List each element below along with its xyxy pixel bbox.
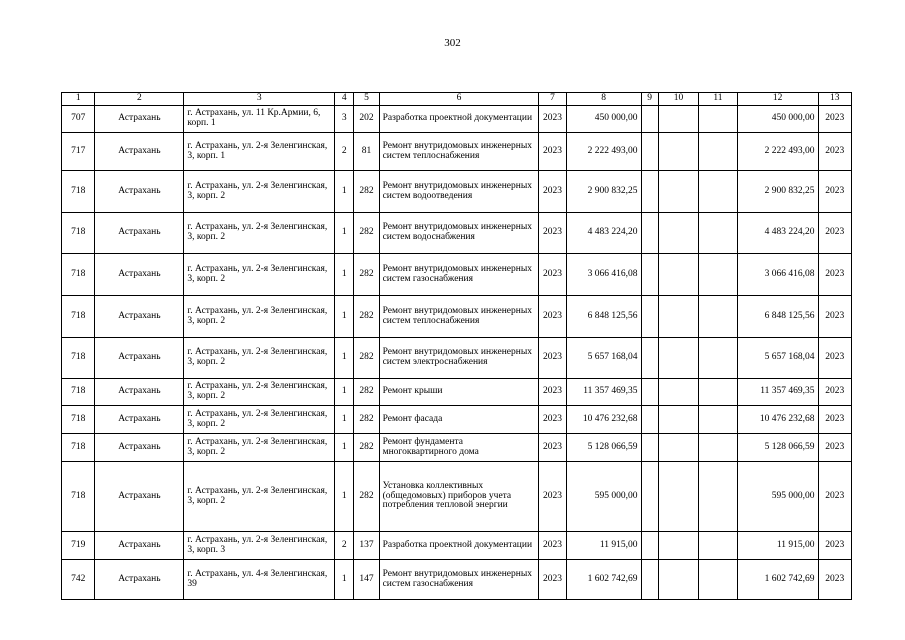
table-row — [62, 213, 852, 254]
table-row — [62, 560, 852, 600]
col11-cell — [699, 213, 737, 254]
col11-cell — [699, 434, 737, 462]
cost-cell: 595 000,00 — [566, 462, 641, 532]
col5-cell: 282 — [354, 296, 379, 338]
total-cost-cell: 10 476 232,68 — [737, 406, 818, 434]
address-cell: г. Астрахань, ул. 2-я Зеленгинская, 3, корп. 2 — [184, 254, 335, 296]
city-cell: Астрахань — [95, 338, 184, 379]
col4-cell: 2 — [335, 532, 354, 560]
work-type-cell: Ремонт внутридомовых инженерных систем водоснабжения — [379, 213, 539, 254]
total-cost-cell: 11 915,00 — [737, 532, 818, 560]
house-id-cell: 718 — [62, 434, 95, 462]
col11-cell — [699, 171, 737, 213]
work-type-cell: Ремонт внутридомовых инженерных систем газоснабжения — [379, 560, 539, 600]
col10-cell — [658, 406, 698, 434]
column-header: 12 — [737, 93, 818, 106]
year-cell: 2023 — [539, 560, 566, 600]
col10-cell — [658, 560, 698, 600]
col5-cell: 202 — [354, 106, 379, 133]
work-type-cell: Ремонт внутридомовых инженерных систем водоотведения — [379, 171, 539, 213]
column-header: 6 — [379, 93, 539, 106]
cost-cell: 1 602 742,69 — [566, 560, 641, 600]
completion-year-cell: 2023 — [818, 462, 851, 532]
work-type-cell: Ремонт внутридомовых инженерных систем теплоснабжения — [379, 133, 539, 171]
completion-year-cell: 2023 — [818, 379, 851, 406]
total-cost-cell: 5 657 168,04 — [737, 338, 818, 379]
completion-year-cell: 2023 — [818, 434, 851, 462]
house-id-cell: 718 — [62, 379, 95, 406]
col9-cell — [641, 106, 658, 133]
city-cell: Астрахань — [95, 133, 184, 171]
address-cell: г. Астрахань, ул. 2-я Зеленгинская, 3, корп. 2 — [184, 379, 335, 406]
house-id-cell: 718 — [62, 406, 95, 434]
capital-repair-table — [61, 92, 852, 600]
city-cell: Астрахань — [95, 462, 184, 532]
col9-cell — [641, 560, 658, 600]
address-cell: г. Астрахань, ул. 2-я Зеленгинская, 3, корп. 1 — [184, 133, 335, 171]
total-cost-cell: 450 000,00 — [737, 106, 818, 133]
col10-cell — [658, 171, 698, 213]
table-row — [62, 106, 852, 133]
year-cell: 2023 — [539, 296, 566, 338]
col11-cell — [699, 462, 737, 532]
house-id-cell: 742 — [62, 560, 95, 600]
total-cost-cell: 4 483 224,20 — [737, 213, 818, 254]
column-header: 10 — [658, 93, 698, 106]
column-header: 2 — [95, 93, 184, 106]
col9-cell — [641, 171, 658, 213]
total-cost-cell: 595 000,00 — [737, 462, 818, 532]
address-cell: г. Астрахань, ул. 2-я Зеленгинская, 3, корп. 3 — [184, 532, 335, 560]
total-cost-cell: 2 222 493,00 — [737, 133, 818, 171]
year-cell: 2023 — [539, 338, 566, 379]
address-cell: г. Астрахань, ул. 2-я Зеленгинская, 3, корп. 2 — [184, 434, 335, 462]
col5-cell: 282 — [354, 406, 379, 434]
col9-cell — [641, 296, 658, 338]
address-cell: г. Астрахань, ул. 2-я Зеленгинская, 3, корп. 2 — [184, 462, 335, 532]
col4-cell: 3 — [335, 106, 354, 133]
year-cell: 2023 — [539, 462, 566, 532]
col9-cell — [641, 338, 658, 379]
city-cell: Астрахань — [95, 379, 184, 406]
col11-cell — [699, 338, 737, 379]
col4-cell: 2 — [335, 133, 354, 171]
table-row — [62, 462, 852, 532]
address-cell: г. Астрахань, ул. 2-я Зеленгинская, 3, корп. 2 — [184, 296, 335, 338]
col10-cell — [658, 133, 698, 171]
city-cell: Астрахань — [95, 532, 184, 560]
completion-year-cell: 2023 — [818, 338, 851, 379]
completion-year-cell: 2023 — [818, 532, 851, 560]
cost-cell: 3 066 416,08 — [566, 254, 641, 296]
col10-cell — [658, 106, 698, 133]
total-cost-cell: 1 602 742,69 — [737, 560, 818, 600]
address-cell: г. Астрахань, ул. 2-я Зеленгинская, 3, корп. 2 — [184, 406, 335, 434]
col5-cell: 81 — [354, 133, 379, 171]
work-type-cell: Ремонт внутридомовых инженерных систем теплоснабжения — [379, 296, 539, 338]
column-header: 7 — [539, 93, 566, 106]
year-cell: 2023 — [539, 171, 566, 213]
house-id-cell: 718 — [62, 171, 95, 213]
work-type-cell: Установка коллективных (общедомовых) приборов учета потребления тепловой энергии — [379, 462, 539, 532]
year-cell: 2023 — [539, 133, 566, 171]
cost-cell: 5 128 066,59 — [566, 434, 641, 462]
column-header: 8 — [566, 93, 641, 106]
year-cell: 2023 — [539, 532, 566, 560]
col4-cell: 1 — [335, 213, 354, 254]
col5-cell: 282 — [354, 379, 379, 406]
table-row — [62, 133, 852, 171]
completion-year-cell: 2023 — [818, 560, 851, 600]
city-cell: Астрахань — [95, 213, 184, 254]
address-cell: г. Астрахань, ул. 2-я Зеленгинская, 3, корп. 2 — [184, 338, 335, 379]
column-header: 1 — [62, 93, 95, 106]
cost-cell: 450 000,00 — [566, 106, 641, 133]
completion-year-cell: 2023 — [818, 133, 851, 171]
work-type-cell: Ремонт внутридомовых инженерных систем газоснабжения — [379, 254, 539, 296]
col5-cell: 147 — [354, 560, 379, 600]
house-id-cell: 717 — [62, 133, 95, 171]
address-cell: г. Астрахань, ул. 11 Кр.Армии, 6, корп. 1 — [184, 106, 335, 133]
col9-cell — [641, 434, 658, 462]
city-cell: Астрахань — [95, 560, 184, 600]
total-cost-cell: 11 357 469,35 — [737, 379, 818, 406]
city-cell: Астрахань — [95, 106, 184, 133]
work-type-cell: Разработка проектной документации — [379, 106, 539, 133]
cost-cell: 2 222 493,00 — [566, 133, 641, 171]
col9-cell — [641, 213, 658, 254]
year-cell: 2023 — [539, 213, 566, 254]
completion-year-cell: 2023 — [818, 406, 851, 434]
col11-cell — [699, 560, 737, 600]
cost-cell: 2 900 832,25 — [566, 171, 641, 213]
cost-cell: 11 915,00 — [566, 532, 641, 560]
table-row — [62, 379, 852, 406]
column-header: 11 — [699, 93, 737, 106]
house-id-cell: 718 — [62, 213, 95, 254]
col5-cell: 282 — [354, 462, 379, 532]
col9-cell — [641, 254, 658, 296]
work-type-cell: Ремонт фасада — [379, 406, 539, 434]
col5-cell: 137 — [354, 532, 379, 560]
cost-cell: 6 848 125,56 — [566, 296, 641, 338]
col11-cell — [699, 106, 737, 133]
col11-cell — [699, 379, 737, 406]
cost-cell: 4 483 224,20 — [566, 213, 641, 254]
col10-cell — [658, 462, 698, 532]
work-type-cell: Разработка проектной документации — [379, 532, 539, 560]
col9-cell — [641, 133, 658, 171]
cost-cell: 10 476 232,68 — [566, 406, 641, 434]
completion-year-cell: 2023 — [818, 213, 851, 254]
year-cell: 2023 — [539, 379, 566, 406]
col4-cell: 1 — [335, 338, 354, 379]
col5-cell: 282 — [354, 213, 379, 254]
col11-cell — [699, 133, 737, 171]
col4-cell: 1 — [335, 296, 354, 338]
work-type-cell: Ремонт внутридомовых инженерных систем электроснабжения — [379, 338, 539, 379]
total-cost-cell: 3 066 416,08 — [737, 254, 818, 296]
page-number: 302 — [444, 37, 461, 49]
city-cell: Астрахань — [95, 254, 184, 296]
address-cell: г. Астрахань, ул. 2-я Зеленгинская, 3, корп. 2 — [184, 171, 335, 213]
year-cell: 2023 — [539, 254, 566, 296]
year-cell: 2023 — [539, 106, 566, 133]
col10-cell — [658, 434, 698, 462]
total-cost-cell: 2 900 832,25 — [737, 171, 818, 213]
address-cell: г. Астрахань, ул. 4-я Зеленгинская, 39 — [184, 560, 335, 600]
city-cell: Астрахань — [95, 434, 184, 462]
col4-cell: 1 — [335, 434, 354, 462]
table-row — [62, 434, 852, 462]
work-type-cell: Ремонт фундамента многоквартирного дома — [379, 434, 539, 462]
house-id-cell: 718 — [62, 338, 95, 379]
col4-cell: 1 — [335, 560, 354, 600]
col10-cell — [658, 296, 698, 338]
house-id-cell: 718 — [62, 462, 95, 532]
house-id-cell: 719 — [62, 532, 95, 560]
col11-cell — [699, 254, 737, 296]
completion-year-cell: 2023 — [818, 171, 851, 213]
column-header: 9 — [641, 93, 658, 106]
completion-year-cell: 2023 — [818, 254, 851, 296]
col11-cell — [699, 532, 737, 560]
table-row — [62, 254, 852, 296]
table-row — [62, 171, 852, 213]
col9-cell — [641, 462, 658, 532]
column-header: 13 — [818, 93, 851, 106]
year-cell: 2023 — [539, 406, 566, 434]
col4-cell: 1 — [335, 379, 354, 406]
col9-cell — [641, 379, 658, 406]
col9-cell — [641, 406, 658, 434]
col11-cell — [699, 296, 737, 338]
house-id-cell: 718 — [62, 296, 95, 338]
col9-cell — [641, 532, 658, 560]
total-cost-cell: 5 128 066,59 — [737, 434, 818, 462]
col5-cell: 282 — [354, 434, 379, 462]
col4-cell: 1 — [335, 462, 354, 532]
work-type-cell: Ремонт крыши — [379, 379, 539, 406]
column-header: 3 — [184, 93, 335, 106]
year-cell: 2023 — [539, 434, 566, 462]
col10-cell — [658, 254, 698, 296]
table-row — [62, 338, 852, 379]
city-cell: Астрахань — [95, 296, 184, 338]
col10-cell — [658, 338, 698, 379]
table-row — [62, 296, 852, 338]
column-number-row — [62, 93, 852, 106]
col10-cell — [658, 213, 698, 254]
table-row — [62, 406, 852, 434]
col4-cell: 1 — [335, 254, 354, 296]
col11-cell — [699, 406, 737, 434]
table-row — [62, 532, 852, 560]
col5-cell: 282 — [354, 254, 379, 296]
cost-cell: 11 357 469,35 — [566, 379, 641, 406]
col5-cell: 282 — [354, 338, 379, 379]
total-cost-cell: 6 848 125,56 — [737, 296, 818, 338]
house-id-cell: 707 — [62, 106, 95, 133]
completion-year-cell: 2023 — [818, 106, 851, 133]
city-cell: Астрахань — [95, 171, 184, 213]
completion-year-cell: 2023 — [818, 296, 851, 338]
address-cell: г. Астрахань, ул. 2-я Зеленгинская, 3, корп. 2 — [184, 213, 335, 254]
col10-cell — [658, 379, 698, 406]
column-header: 4 — [335, 93, 354, 106]
column-header: 5 — [354, 93, 379, 106]
city-cell: Астрахань — [95, 406, 184, 434]
col5-cell: 282 — [354, 171, 379, 213]
col4-cell: 1 — [335, 171, 354, 213]
col10-cell — [658, 532, 698, 560]
cost-cell: 5 657 168,04 — [566, 338, 641, 379]
house-id-cell: 718 — [62, 254, 95, 296]
col4-cell: 1 — [335, 406, 354, 434]
